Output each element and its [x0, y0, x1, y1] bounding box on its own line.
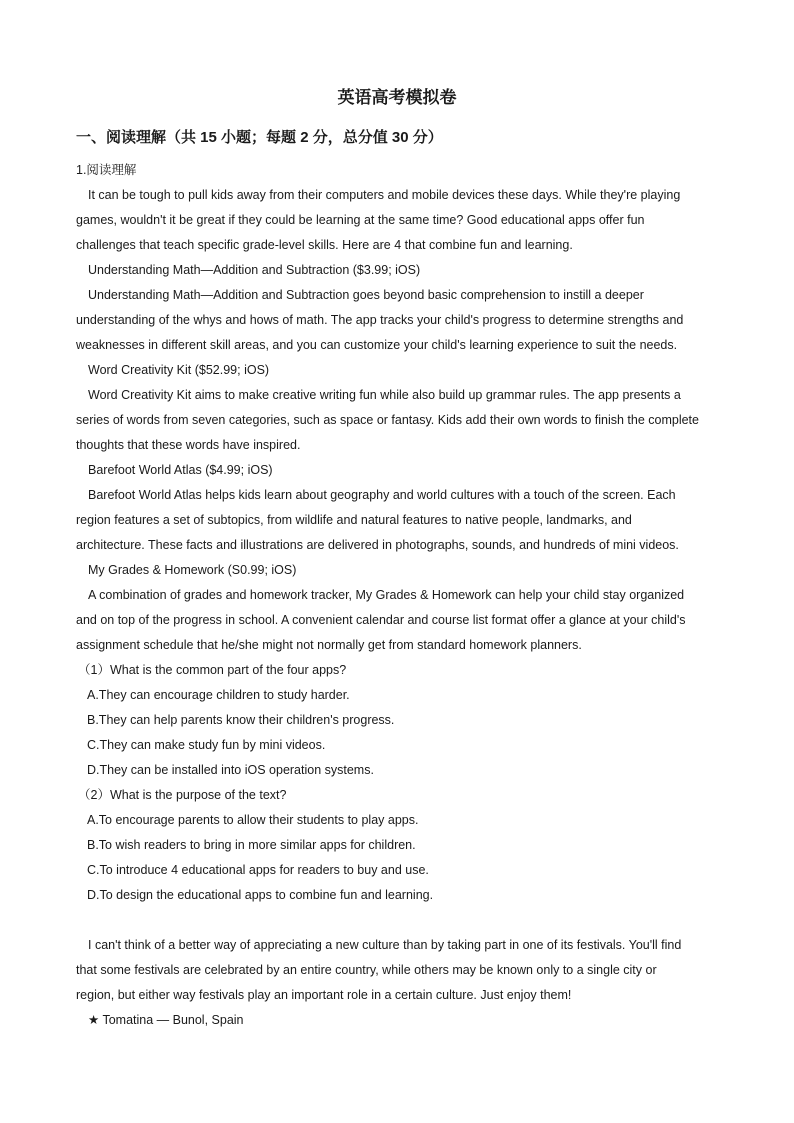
passage-line: thoughts that these words have inspired. — [76, 438, 301, 452]
answer-option: B.To wish readers to bring in more similar apps for children. — [87, 838, 416, 852]
passage-line: architecture. These facts and illustrations are delivered in photographs, sounds, and hundreds of mini videos. — [76, 538, 679, 552]
passage-line: and on top of the progress in school. A convenient calendar and course list format offer a glance at your child's — [76, 613, 686, 627]
passage-line: challenges that teach specific grade-level skills. Here are 4 that combine fun and learning. — [76, 238, 573, 252]
passage-line: weaknesses in different skill areas, and you can customize your child's learning experience to suit the needs. — [76, 338, 678, 352]
passage-line: Word Creativity Kit aims to make creative writing fun while also build up grammar rules. The app presents a — [88, 388, 681, 402]
passage-line: A combination of grades and homework tracker, My Grades & Homework can help your child stay organized — [88, 588, 685, 602]
answer-option: A.To encourage parents to allow their students to play apps. — [87, 813, 419, 827]
section-heading: 一、阅读理解（共 15 小题；每题 2 分，总分值 30 分） — [76, 129, 443, 146]
passage-line: region features a set of subtopics, from wildlife and natural features to native people, landmarks, and — [76, 513, 632, 527]
answer-option: D.To design the educational apps to combine fun and learning. — [87, 888, 434, 902]
app-heading: Barefoot World Atlas ($4.99; iOS) — [88, 463, 273, 477]
passage-line: that some festivals are celebrated by an entire country, while others may be known only to a single city or — [76, 963, 657, 977]
question-stem: （1）What is the common part of the four apps? — [78, 663, 347, 677]
festival-heading: ★ Tomatina — Bunol, Spain — [88, 1013, 244, 1027]
paragraph-spacer — [76, 908, 721, 933]
passage-line: region, but either way festivals play an important role in a certain culture. Just enjoy them! — [76, 988, 572, 1002]
passage-line: assignment schedule that he/she might not normally get from standard homework planners. — [76, 638, 582, 652]
passage-line: Barefoot World Atlas helps kids learn about geography and world cultures with a touch of the screen. Each — [88, 488, 676, 502]
page-title: 英语高考模拟卷 — [337, 88, 457, 108]
passage-line: games, wouldn't it be great if they could be learning at the same time? Good educational apps offer fun — [76, 213, 645, 227]
app-heading: My Grades & Homework (S0.99; iOS) — [88, 563, 297, 577]
app-heading: Word Creativity Kit ($52.99; iOS) — [88, 363, 270, 377]
passage-line: It can be tough to pull kids away from their computers and mobile devices these days. While they're playing — [88, 188, 681, 202]
passage-line: Understanding Math—Addition and Subtraction goes beyond basic comprehension to instill a deeper — [88, 288, 644, 302]
part-label: 1.阅读理解 — [76, 163, 137, 177]
passage-line: understanding of the whys and hows of math. The app tracks your child's progress to determine strengths and — [76, 313, 684, 327]
answer-option: A.They can encourage children to study harder. — [87, 688, 350, 702]
answer-option: D.They can be installed into iOS operation systems. — [87, 763, 374, 777]
passage-line: I can't think of a better way of appreciating a new culture than by taking part in one of its festivals. You'll find — [88, 938, 682, 952]
answer-option: C.They can make study fun by mini videos. — [87, 738, 326, 752]
passage-line: series of words from seven categories, such as space or fantasy. Kids add their own words to finish the complete — [76, 413, 699, 427]
document-body — [76, 158, 721, 1033]
answer-option: B.They can help parents know their children's progress. — [87, 713, 395, 727]
answer-option: C.To introduce 4 educational apps for readers to buy and use. — [87, 863, 429, 877]
app-heading: Understanding Math—Addition and Subtraction ($3.99; iOS) — [88, 263, 421, 277]
question-stem: （2）What is the purpose of the text? — [78, 788, 287, 802]
